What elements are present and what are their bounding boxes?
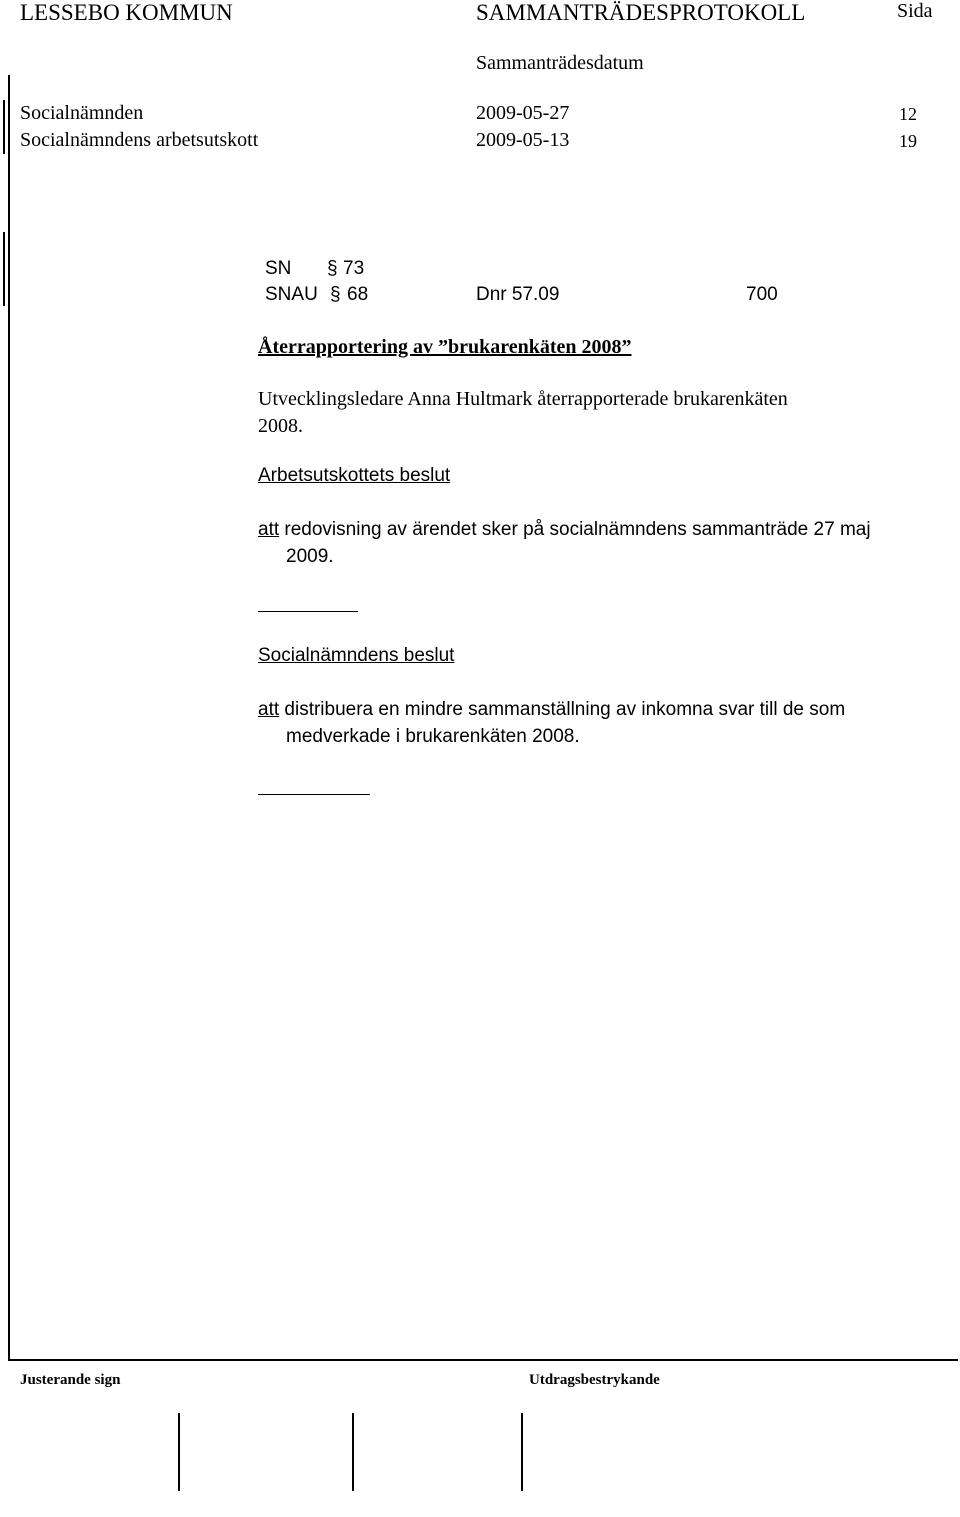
att-word: att [258, 519, 280, 540]
signature-box-divider [178, 1413, 180, 1491]
document-type: SAMMANTRÄDESPROTOKOLL [476, 0, 806, 25]
left-margin-mark [3, 100, 5, 154]
body-name: Socialnämnden [20, 102, 144, 124]
meeting-date-label: Sammanträdesdatum [476, 52, 644, 74]
snau-number: 68 [347, 284, 369, 305]
intro-line: 2008. [258, 415, 303, 437]
separator-line [258, 611, 358, 612]
intro-line: Utvecklingsledare Anna Hultmark återrapporterade brukarenkäten [258, 388, 788, 410]
page-label: Sida [897, 0, 933, 22]
au-decision-heading: Arbetsutskottets beslut [258, 465, 451, 486]
body-name: Socialnämndens arbetsutskott [20, 129, 259, 151]
case-code: 700 [746, 284, 778, 305]
paragraph-symbol: § [327, 258, 338, 279]
page-number: 12 [899, 104, 917, 124]
page-number: 19 [899, 131, 917, 151]
footer-rule [8, 1359, 958, 1361]
decision-line: redovisning av ärendet sker på socialnämndens sammanträde 27 maj [279, 519, 871, 540]
meeting-date: 2009-05-27 [476, 102, 570, 124]
left-margin-mark [3, 232, 5, 306]
meeting-date: 2009-05-13 [476, 129, 570, 151]
sn-decision-text [258, 696, 845, 750]
org-name: LESSEBO KOMMUN [20, 0, 233, 25]
intro-paragraph [258, 386, 788, 440]
justifying-sign-label: Justerande sign [20, 1372, 121, 1388]
separator-line [258, 794, 370, 795]
sn-label: SN [265, 258, 292, 279]
att-word: att [258, 699, 280, 720]
case-title: Återrapportering av ”brukarenkäten 2008” [258, 336, 632, 358]
signature-box-divider [521, 1413, 523, 1491]
sn-decision-heading: Socialnämndens beslut [258, 645, 455, 666]
signature-box-divider [352, 1413, 354, 1491]
sn-number: 73 [343, 258, 365, 279]
paragraph-symbol: § [330, 284, 341, 305]
au-decision-text [258, 516, 871, 570]
left-margin-line [8, 75, 10, 1360]
snau-label: SNAU [265, 284, 318, 305]
decision-line: medverkade i brukarenkäten 2008. [286, 726, 580, 747]
decision-line: 2009. [286, 546, 334, 567]
diary-number: Dnr 57.09 [476, 284, 560, 305]
decision-line: distribuera en mindre sammanställning av inkomna svar till de som [279, 699, 846, 720]
extract-label: Utdragsbestrykande [529, 1372, 660, 1388]
